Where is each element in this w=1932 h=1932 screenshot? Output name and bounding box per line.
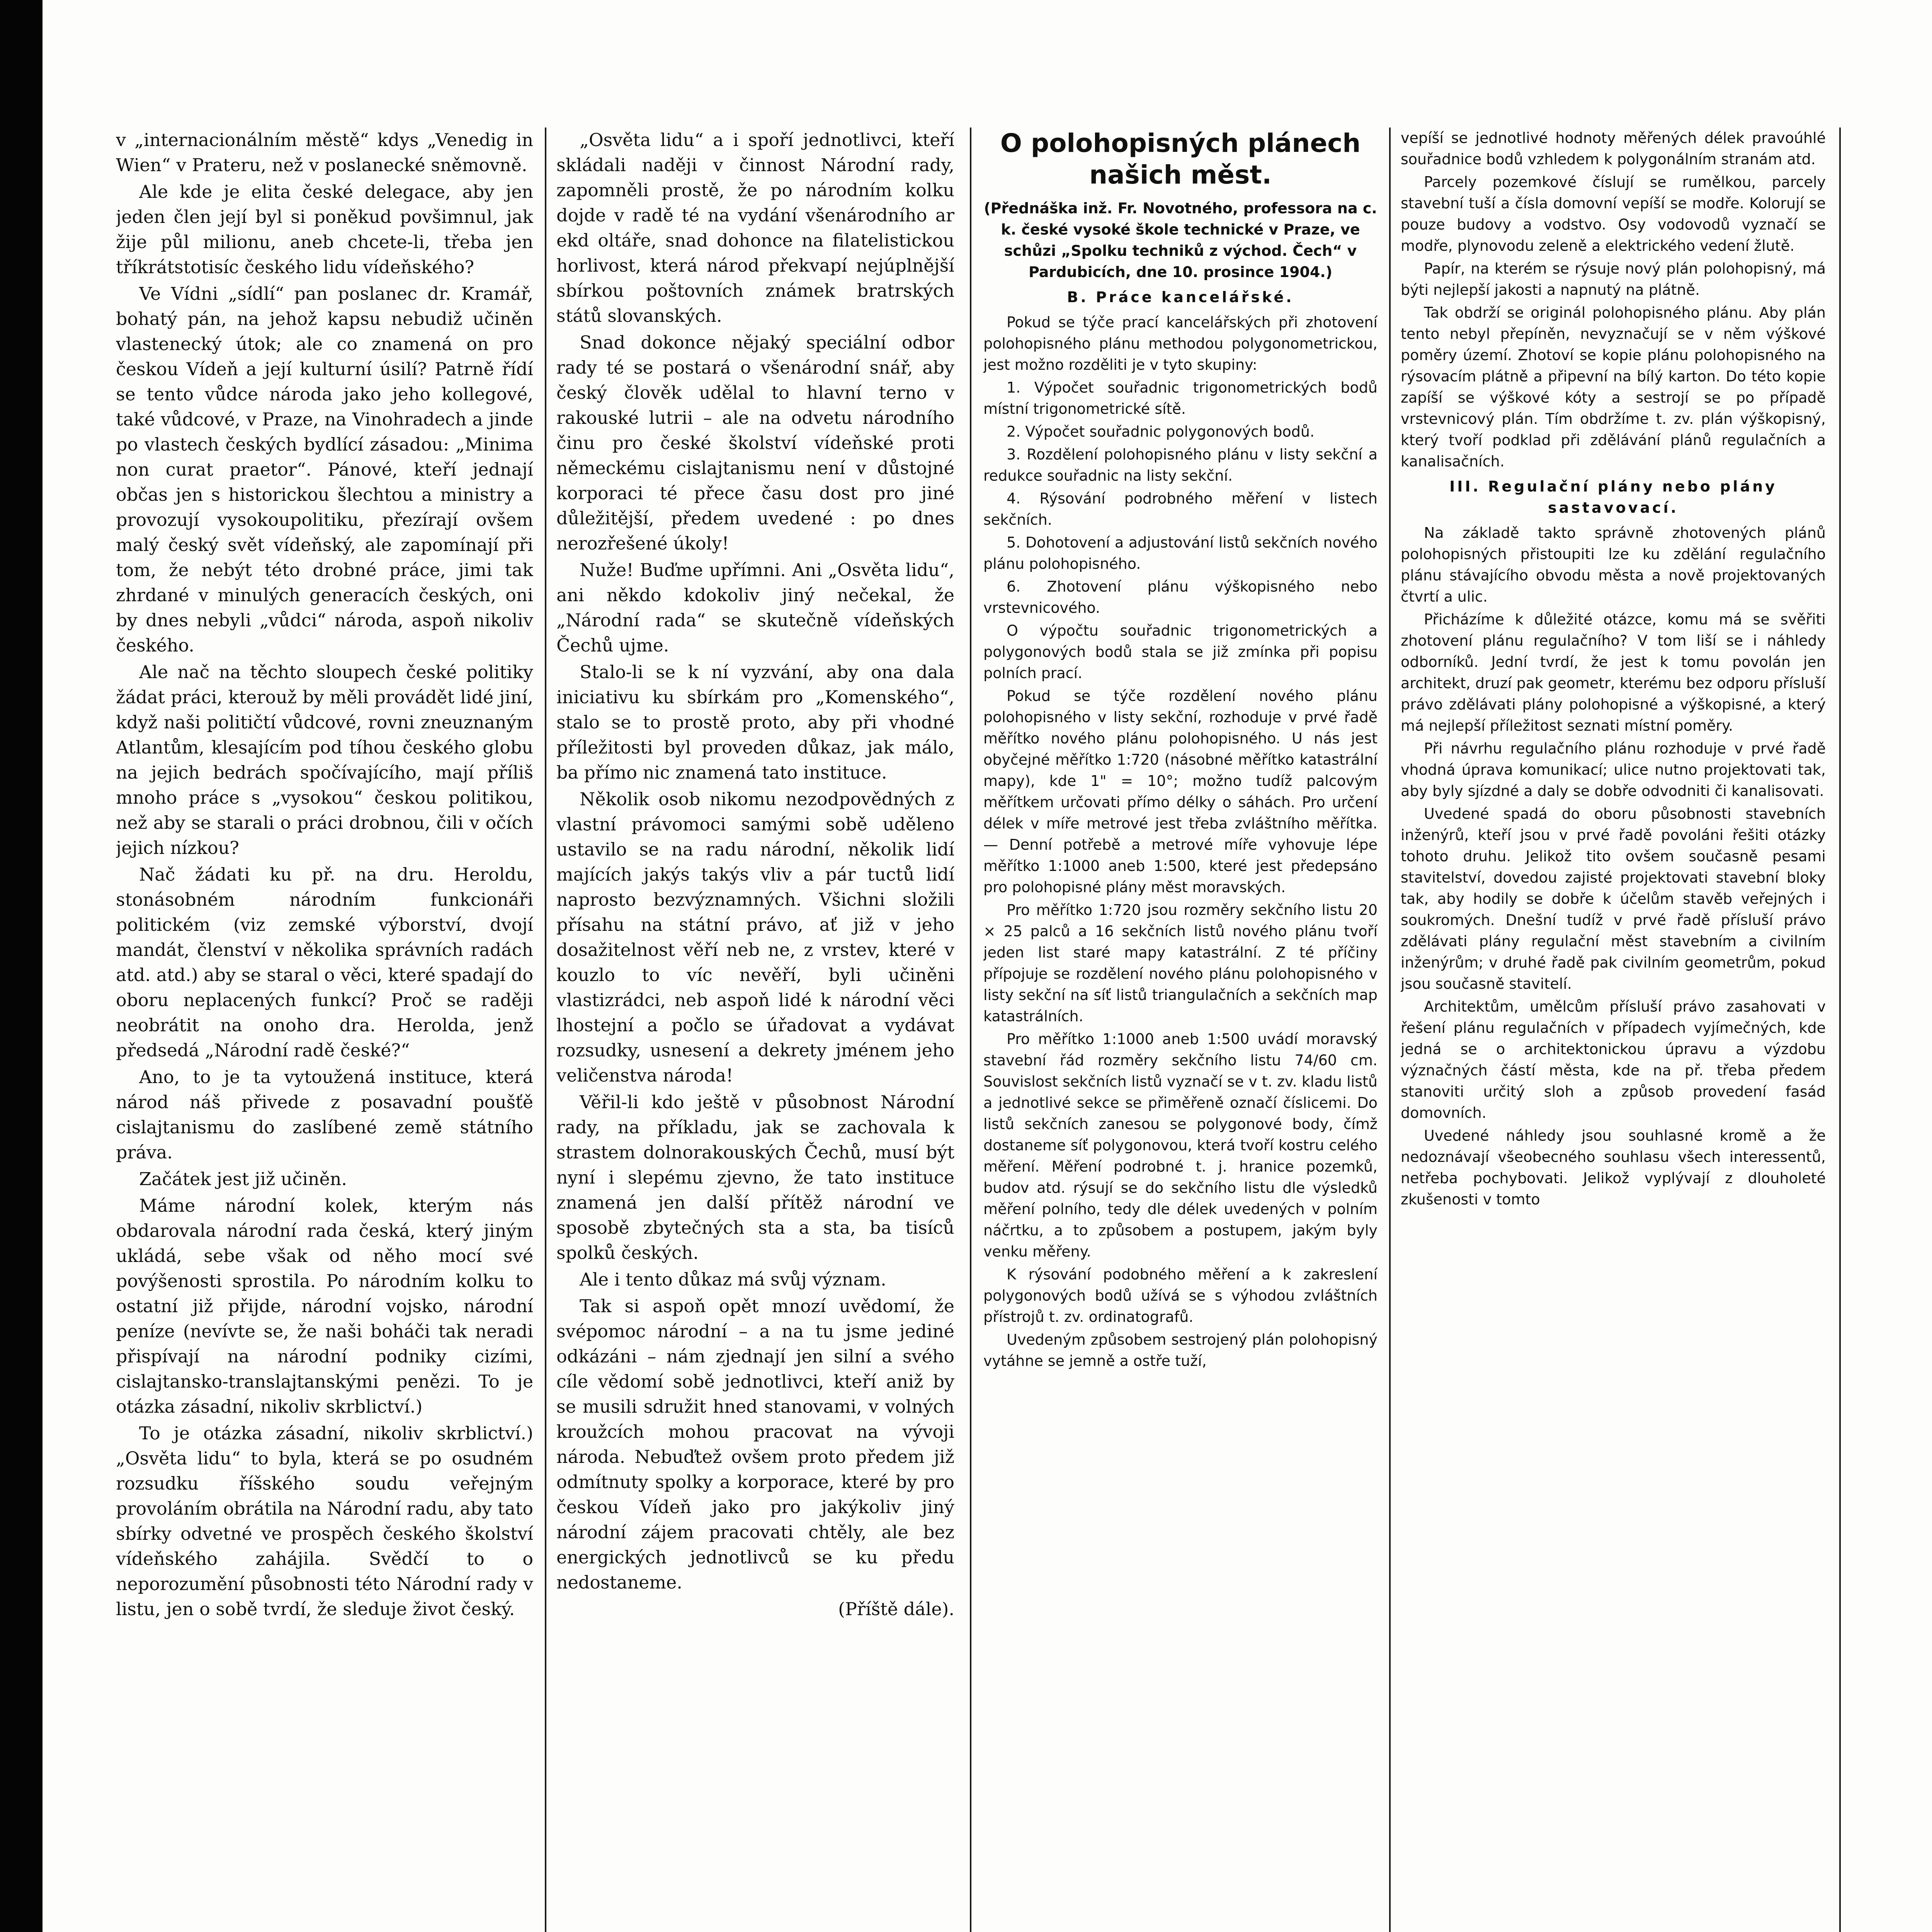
list-item: 5. Dohotovení a adjustování listů sekčních nového plánu polohopisného. [983,534,1378,572]
paragraph: Pro měřítko 1:1000 aneb 1:500 uvádí moravský stavební řád rozměry sekčního listu 74/60 cm. Souvislost sekčních listů vyznačí se v t. zv. kladu listů a jednotlivé sekce se přiměřeně označí číslicemi. Do listů sekčních zanesou se polygonové body, čímž dostaneme síť polygonovou, která tvoří kostru celého měření. Měření podrobné t. j. hranice pozemků, budov atd. rýsují se do sekčního listu dle výsledků měření polního, tedy dle délek uvedených v polním náčrtku, a to způsobem a postupem, jakým byly venku měřeny. [983,1031,1378,1260]
column-rule [545,128,546,1932]
paragraph: Tak obdrží se originál polohopisného plánu. Aby plán tento nebyl přepíněn, nevyznačují se v něm výškové poměry území. Zhotoví se kopie plánu polohopisného na rýsovacím plátně a připevní na bílý karton. Do této kopie zapíší se výškové kóty a sestrojí se po případě vrstevnicový plán. Tím obdržíme t. zv. plán výškopisný, který tvoří podklad při zdělávání plánů regulačních a kanalisačních. [1401,304,1826,470]
paragraph: Ale nač na těchto sloupech české politiky žádat práci, kterouž by měli provádět lidé jiní, když naši političtí vůdcové, rovni zneuznaným Atlantům, klesajícím pod tíhou českého globu na jejich bedrách spočívajícího, mají příliš mnoho práce s „vysokou“ českou politikou, než aby se starali o práci drobnou, čili v očích jejich nízkou? [116,662,533,858]
list-item: 1. Výpočet souřadnic trigonometrických bodů místní trigonometrické sítě. [983,379,1378,417]
paragraph: Na základě takto správně zhotovených plánů polohopisných přistoupiti lze ku zdělání regulačního plánu stávajícího obvodu města a nově projektovaných čtvrtí a ulic. [1401,524,1826,605]
paragraph: Papír, na kterém se rýsuje nový plán polohopisný, má býti nejlepší jakosti a napnutý na plátně. [1401,260,1826,298]
paragraph: Přicházíme k důležité otázce, komu má se svěřiti zhotovení plánu regulačního? V tom liší se i náhledy odborníků. Jední tvrdí, že jest k tomu povolán jen architekt, druzí pak geometr, kterému bez odporu přísluší právo zdělávati plány polohopisné a výškopisné, a který má nejlepší příležitost seznati místní poměry. [1401,611,1826,734]
list-item: 2. Výpočet souřadnic polygonových bodů. [1007,423,1315,440]
paragraph: Ale kde je elita české delegace, aby jen jeden člen její byl si poněkud povšimnul, jak žije půl milionu, aneb chcete-li, třeba jen tříkrátstotisíc českého lidu vídeňského? [116,181,533,277]
column-rule [970,128,971,1932]
paragraph: K rýsování podobného měření a k zakreslení polygonových bodů užívá se s výhodou zvláštních přístrojů t. zv. ordinatografů. [983,1266,1378,1325]
paragraph: Ve Vídni „sídlí“ pan poslanec dr. Kramář, bohatý pán, na jehož kapsu nebudiž učiněn vlastenecký útok; ale co znamená on pro českou Vídeň a její kulturní úsilí? Patrně řídí se tento vůdce národa jako jeho kollegové, také vůdcové, v Praze, na Vinohradech a jinde po vlastech českých bydlící zásadou: „Minima non curat praetor“. Pánové, kteří jednají občas jen s historickou šlechtou a ministry a provozují vysokoupolitiku, přezírají ovšem malý český svět vídeňský, ale zapomínají při tom, že nebýt této drobné práce, jimi tak zhrdané v minulých generacích českých, oni by dnes nebyli „vůdci“ národa, aspoň nikoliv českého. [116,283,533,656]
paragraph: Pro měřítko 1:720 jsou rozměry sekčního listu 20 × 25 palců a 16 sekčních listů nového plánu tvoří jeden list staré mapy katastrální. Z té příčiny přípojuje se rozdělení nového plánu polohopisného v listy sekční na síť listů triangulačních a sekčních map katastrálních. [983,901,1378,1025]
paragraph: Máme národní kolek, kterým nás obdarovala národní rada česká, který jiným ukládá, sebe však od něho mocí své povýšenosti sprostila. Po národním kolku to ostatní již přijde, národní vojsko, národní peníze (nevívte se, že naši boháči tak neradi přispívají na národní podniky cizími, cislajtansko-translajtanskými penězi. To je otázka zásadní, nikoliv skrblictví.) [116,1195,533,1417]
paragraph: Při návrhu regulačního plánu rozhoduje v prvé řadě vhodná úprava komunikací; ulice nutno projektovati tak, aby byly sjízdné a daly se dobře odvodniti či kanalisovati. [1401,740,1826,799]
list-item: 6. Zhotovení plánu výškopisného nebo vrstevnicového. [983,578,1378,616]
section-heading: III. Regulační plány nebo plány sastavovací. [1449,478,1777,516]
paragraph: Ano, to je ta vytoužená instituce, která národ náš přivede z posavadní poušťě cislajtanismu do zaslíbené země státního práva. [116,1066,533,1163]
article-title: O polohopisných plánech našich měst. [1000,128,1361,190]
section-heading: B. Práce kancelářské. [1067,289,1294,306]
paragraph: v „internacionálním městě“ kdys „Venedig in Wien“ v Prateru, než v poslanecké sněmovně. [116,129,533,175]
scan-left-border [0,0,43,1932]
paragraph: Uvedené spadá do oboru působnosti stavebních inženýrů, kteří jsou v prvé řadě povoláni řešiti otázky tohoto druhu. Jelikož tito ovšem současně pesami stavitelství, dovedou zajisté projektovati stavební bloky tak, aby hodily se dobře k účelům stavěb veřejných i soukromých. Dnešní tudíž v prvé řadě přísluší právo zdělávati plány regulační měst stavebním a civilním inženýrům; v druhé řadě pak civilním geometrům, pokud jsou současně stavitelí. [1401,805,1826,992]
paragraph: Začátek jest již učiněn. [139,1168,347,1189]
list-item: 4. Rýsování podrobného měření v listech sekčních. [983,490,1378,528]
paragraph: Pokud se týče prací kancelářských při zhotovení polohopisného plánu methodou polygonometrickou, jest možno rozděliti je v tyto skupiny: [983,314,1378,373]
paragraph: To je otázka zásadní, nikoliv skrblictví.) „Osvěta lidu“ to byla, která se po osudném rozsudku říšského soudu veřejným provoláním obrátila na Národní radu, aby tato sbírky odvetné ve prospěch českého školství vídeňského zahájila. Svědčí to o neporozumění působnosti této Národní rady v listu, jen o sobě tvrdí, že sleduje život český. [116,1423,533,1619]
continued-note: (Příště dále). [838,1599,954,1619]
paragraph: Pokud se týče rozdělení nového plánu polohopisného v listy sekční, rozhoduje v prvé řadě měřítko nového plánu polohopisného. U nás jest obyčejné měřítko 1:720 (násobné měřítko katastrální mapy), kde 1" = 10°; možno tudíž palcovým měřítkem určovati přímo délky o sáhách. Pro určení délek v míře metrové jest třeba zvláštního měřítka. — Denní potřebě a metrové míře vyhovuje lépe měřítko 1:1000 aneb 1:500, které jest předepsáno pro polohopisné plány měst moravských. [983,687,1378,896]
paragraph: Nač žádati ku př. na dru. Heroldu, stonásobném národním funkcionáři politickém (viz zemské výborství, dvojí mandát, členství v několika správních radách atd. atd.) aby se staral o věci, které spadají do oboru neplacených funkcí? Proč se raději neobrátit na onoho dra. Herolda, jenž předsedá „Národní radě české?“ [116,864,533,1061]
column-rule [1389,128,1391,1932]
paragraph: „Osvěta lidu“ a i spoří jednotlivci, kteří skládali naději v činnost Národní rady, zapomněli prostě, že po národním kolku dojde v radě té na vydání všenárodního ar ekd oltáře, snad dohonce na filatelistickou horlivost, která národ překvapí nejúplnější sbírkou poštovních známek bratrských států slovanských. [556,129,954,326]
paragraph: Uvedené náhledy jsou souhlasné kromě a že nedoznávají všeobecného souhlasu všech interessentů, netřeba pochybovati. Jelikož vyplývají z dlouholeté zkušenosti v tomto [1401,1127,1826,1208]
paragraph: vepíší se jednotlivé hodnoty měřených délek pravoúhlé souřadnice bodů vzhledem k polygonálním stranám atd. [1401,129,1826,168]
paragraph: Nuže! Buďme upřímni. Ani „Osvěta lidu“, ani někdo kdokoliv jiný nečekal, že „Národní rada“ se skutečně vídeňských Čechů ujme. [556,560,954,656]
paragraph: Uvedeným způsobem sestrojený plán polohopisný vytáhne se jemně a ostře tuží, [983,1331,1378,1369]
article-column-4 [1401,128,1826,1932]
article-column-1 [116,128,533,1932]
paragraph: Ale i tento důkaz má svůj význam. [580,1269,886,1290]
paragraph: Stalo-li se k ní vyzvání, aby ona dala iniciativu ku sbírkám pro „Komenského“, stalo se to prostě proto, aby při vhodné příležitosti byl proveden důkaz, jak málo, ba přímo nic znamená tato instituce. [556,662,954,783]
paragraph: Parcely pozemkové číslují se rumělkou, parcely stavební tuší a čísla domovní vepíší se modře. Kolorují se pouze budovy a vodstvo. Osy vodovodů vyznačí se modře, plynovodu zeleně a elektrického vedení žlutě. [1401,173,1826,254]
paragraph: Tak si aspoň opět mnozí uvědomí, že svépomoc národní – a na tu jsme jediné odkázáni – nám zjednají jen silní a svého cíle vědomí sobě jednotlivci, kteří aniž by se musili sdružit hned stanovami, v volných kroužcích mohou pracovat na vývoji národa. Nebuďtež ovšem proto předem již odmítnuty spolky a korporace, které by pro českou Vídeň jako pro jakýkoliv jiný národní zájem pracovati chtěly, ale bez energických jednotlivců se ku předu nedostaneme. [556,1296,954,1593]
column-rule [1839,128,1841,1932]
list-item: 3. Rozdělení polohopisného plánu v listy sekční a redukce souřadnic na listy sekční. [983,446,1378,484]
paragraph: Architektům, umělcům přísluší právo zasahovati v řešení plánu regulačních v případech vyjímečných, kde jedná se o architektonickou úpravu a výzdobu význačných částí města, kde na př. třeba předem stanoviti určitý sloh a způsob provedení fasád domovních. [1401,998,1826,1121]
paragraph: Snad dokonce nějaký speciální odbor rady té se postará o všenárodní snář, aby český člověk udělal to hlavní terno v rakouské lutrii – ale na odvetu národního činu pro české školství vídeňské proti německému cislajtanismu není v důstojné korporaci té přece času dost pro jiné důležitější, předem uvedené : po dnes nerozřešené úkoly! [556,332,954,554]
article-column-3 [983,128,1378,1932]
article-byline: (Přednáška inž. Fr. Novotného, professora na c. k. české vysoké škole technické v Praze, ve schůzi „Spolku techniků z východ. Čech“ v Pardubicích, dne 10. prosince 1904.) [984,200,1377,281]
article-column-2 [556,128,954,1932]
paragraph: Věřil-li kdo ještě v působnost Národní rady, na příkladu, jak se zachovala k strastem dolnorakouských Čechů, musí být nyní i slepému zjevno, že tato instituce znamená jen další přítěž národní ve sposobě zbytečných sta a sta, ba tisíců spolků českých. [556,1092,954,1263]
paragraph: O výpočtu souřadnic trigonometrických a polygonových bodů stala se již zmínka při popisu polních prací. [983,622,1378,682]
paragraph: Několik osob nikomu nezodpovědných z vlastní právomoci samými sobě uděleno ustavilo se na radu národní, několik lidí majících jakýs takýs vliv a pár tuctů lidí naprosto bezvýznamných. Všichni složili přísahu na státní právo, ať již v jeho dosažitelnost věří neb ne, z vrstev, které v kouzlo to víc nevěří, byli učiněni vlastizrádci, neb aspoň lidé k národní věci lhostejní a počlo se úřadovat a vydávat rozsudky, usnesení a dekrety jménem jeho veličenstva národa! [556,789,954,1086]
